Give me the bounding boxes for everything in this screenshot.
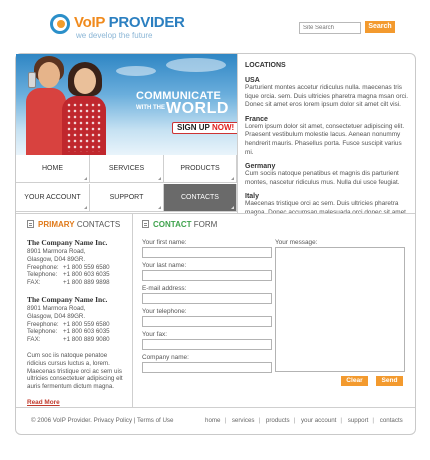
person-image <box>74 68 96 94</box>
divider <box>237 54 238 213</box>
logo-title: VoIP PROVIDER <box>74 14 185 31</box>
fax-row: FAX: +1 800 889 9898 <box>27 279 110 287</box>
search-button[interactable]: Search <box>365 21 395 33</box>
message-label: Your message: <box>275 239 318 246</box>
divider <box>132 213 133 407</box>
hero-banner <box>16 54 237 155</box>
contact-block <box>27 238 127 287</box>
address-line: Glasgow, D04 89GR. <box>27 312 86 320</box>
contact-form-heading: CONTACT FORM <box>142 220 217 229</box>
person-image <box>38 62 60 88</box>
fax-label: Your fax: <box>142 331 167 338</box>
nav-services[interactable]: SERVICES <box>90 155 164 183</box>
location-country: France <box>245 115 268 123</box>
footer-link-support[interactable]: support <box>347 417 369 424</box>
logo-mark-icon <box>50 14 70 34</box>
email-field[interactable] <box>142 293 272 304</box>
freephone-row: Freephone: +1 800 559 6580 <box>27 320 110 328</box>
nav-home[interactable]: HOME <box>16 155 90 183</box>
footer-link-contacts[interactable]: contacts <box>379 417 403 424</box>
company-name-label: Company name: <box>142 354 189 361</box>
location-country: Germany <box>245 163 276 171</box>
first-name-field[interactable] <box>142 247 272 258</box>
divider <box>16 407 415 408</box>
location-country: Italy <box>245 193 260 201</box>
last-name-label: Your last name: <box>142 262 187 269</box>
read-more-link[interactable]: Read More <box>27 398 60 406</box>
last-name-field[interactable] <box>142 270 272 281</box>
phone-icon <box>28 72 36 88</box>
contact-block <box>27 295 127 344</box>
nav-contacts[interactable]: CONTACTS <box>164 184 237 212</box>
location-text: Maecenas tristique orci ac sem. Duis ultricies pharetra <box>245 200 399 208</box>
company-name: The Company Name Inc. <box>27 294 108 304</box>
fax-field[interactable] <box>142 339 272 350</box>
nav-products[interactable]: PRODUCTS <box>164 155 237 183</box>
search-input[interactable] <box>299 22 361 34</box>
polka-dot-pattern <box>66 102 102 152</box>
message-textarea[interactable] <box>275 247 405 372</box>
footer-nav: home | services | products | your account | support | contacts <box>205 417 403 424</box>
logo[interactable] <box>50 12 185 42</box>
locations-panel <box>245 62 410 218</box>
footer-link-services[interactable]: services <box>231 417 255 424</box>
telephone-row: Telephone: +1 800 603 6035 <box>27 328 110 336</box>
document-icon <box>142 220 149 228</box>
footer-link-your-account[interactable]: your account <box>300 417 337 424</box>
contacts-description: Cum soc iis natoque penatoe ridicius cursus luctus a, lorem. Maecenas tristique orci ac sem uis ultricies consectetuer adipiscing elt auris fermentum dictum magna. <box>27 351 123 391</box>
divider <box>16 213 415 214</box>
telephone-row: Telephone: +1 800 603 6035 <box>27 271 110 279</box>
document-icon <box>27 220 34 228</box>
fax-row: FAX: +1 800 889 9080 <box>27 336 110 344</box>
primary-contacts <box>27 238 127 406</box>
telephone-field[interactable] <box>142 316 272 327</box>
copyright: © 2006 VoIP Provider. Privacy Policy | Terms of Use <box>31 417 174 424</box>
hero-world: WORLD <box>166 100 229 117</box>
person-image <box>26 88 66 155</box>
email-label: E-mail address: <box>142 285 187 292</box>
freephone-row: Freephone: +1 800 559 6580 <box>27 263 110 271</box>
location-text: Parturient montes accetur ridiculus nulla. maecenas tris tique orcia. sem. Duis ultricies pharetra magna msan orci. Donec sit amet eros lorem ipsum dolor sit amet cilt visi. <box>245 84 409 109</box>
footer-link-products[interactable]: products <box>265 417 290 424</box>
location-country: USA <box>245 77 260 84</box>
hero-headline: COMMUNICATE <box>136 90 222 102</box>
address-line: Glasgow, D04 89GR. <box>27 255 86 263</box>
address-line: 8901 Marmora Road, <box>27 248 86 255</box>
nav-support[interactable]: SUPPORT <box>90 184 164 212</box>
signup-button[interactable]: SIGN UP NOW! <box>172 122 237 134</box>
footer-link-home[interactable]: home <box>205 417 221 424</box>
location-text: Lorem ipsum dolor sit amet, consectetuer adipiscing elit. Praesent vestibulum molestie lacus. Aenean nonummy hendrerit mauris. Phasellus porta. Fusce suscipit varius mi. <box>245 122 405 156</box>
hero-subline: WITH THE <box>136 105 165 111</box>
address-line: 8901 Marmora Road, <box>27 304 86 312</box>
first-name-label: Your first name: <box>142 239 187 246</box>
company-name: The Company Name Inc. <box>27 238 108 247</box>
location-text: Cum sociis natoque penatibus et magnis dis parturient montes, nascetur ridiculus mus. Nulla dui usce feugiat. <box>245 170 400 186</box>
contact-form <box>142 239 274 377</box>
nav-your-account[interactable]: YOUR ACCOUNT <box>16 184 90 212</box>
telephone-label: Your telephone: <box>142 308 187 315</box>
company-name-field[interactable] <box>142 362 272 373</box>
logo-tagline: we develop the future <box>76 31 153 40</box>
clear-button[interactable]: Clear <box>341 376 368 386</box>
main-nav <box>16 155 237 212</box>
cloud-shape <box>166 58 226 72</box>
cloud-shape <box>116 66 156 76</box>
primary-contacts-heading: PRIMARY CONTACTS <box>27 220 120 229</box>
send-button[interactable]: Send <box>376 376 403 386</box>
locations-heading: LOCATIONS <box>245 62 286 69</box>
